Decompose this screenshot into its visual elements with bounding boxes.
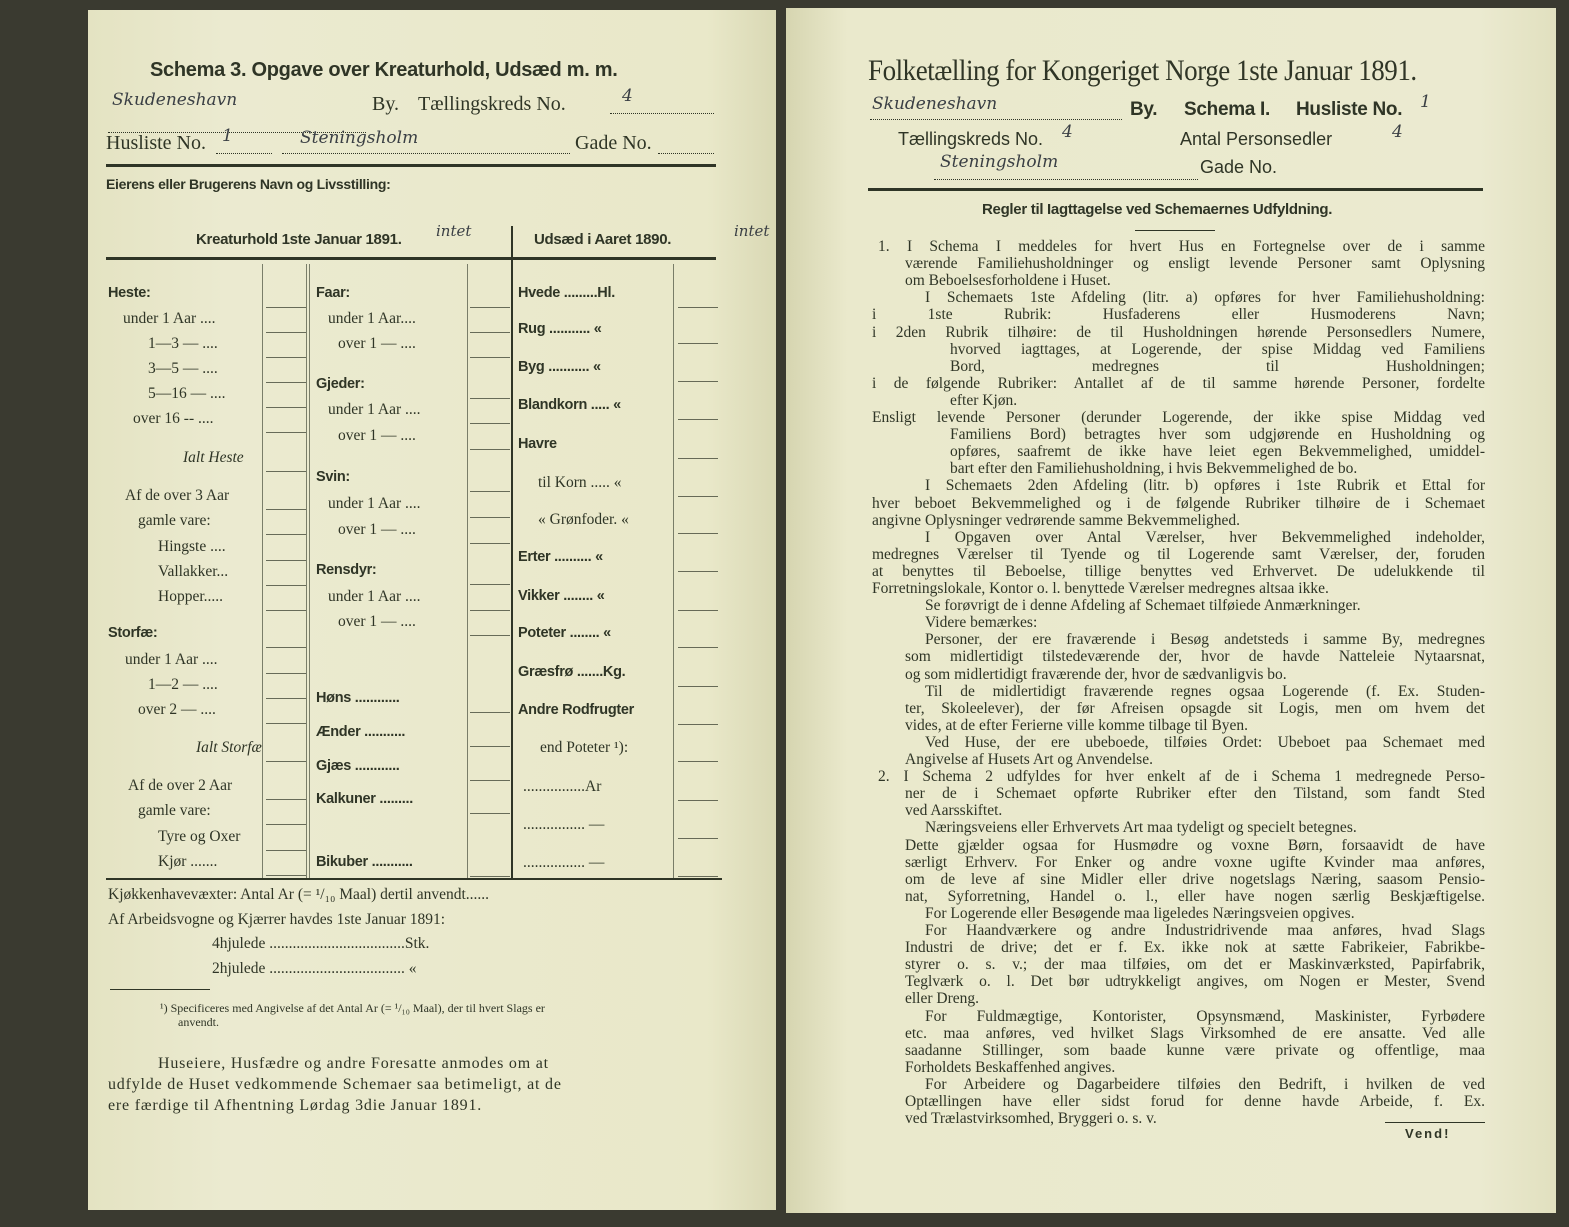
rule-text-line: For Logerende eller Besøgende maa ligeledes Næringsveien opgives. bbox=[925, 904, 1355, 922]
value-cell-line bbox=[678, 838, 718, 839]
street-handwritten: Steningsholm bbox=[940, 152, 1059, 172]
value-cell-line bbox=[678, 381, 718, 382]
udsaed-heading: Udsæd i Aaret 1890. bbox=[534, 231, 672, 248]
rule-text-line: værende Familiehusholdninger og ensligt levende Personer samt Oplysning bbox=[905, 255, 1485, 273]
rule-text-line: ner de i Schemaet opførte Rubriker efter den Tilstand, som fandt Sted bbox=[905, 785, 1485, 803]
row-label: Hopper..... bbox=[158, 588, 224, 605]
row-label: Vikker ........ « bbox=[518, 588, 605, 604]
row-label: Tyre og Oxer bbox=[158, 828, 241, 845]
value-cell-line bbox=[266, 673, 306, 674]
row-label: Hvede .........Hl. bbox=[518, 285, 615, 301]
owner-label: Eierens eller Brugerens Navn og Livsstilling: bbox=[106, 176, 391, 192]
rule-text-line: at benyttes til Beboelse, tillige benyttes ved Erhvervet. De udelukkende til bbox=[872, 562, 1485, 580]
value-cell-line bbox=[678, 761, 718, 762]
row-label: under 1 Aar .... bbox=[328, 495, 421, 512]
value-cell-line bbox=[266, 534, 306, 535]
kreds-label: Tællingskreds No. bbox=[898, 129, 1044, 149]
row-label: 1—3 — .... bbox=[148, 335, 218, 352]
value-cell-line bbox=[266, 432, 306, 433]
value-cell-line bbox=[470, 813, 510, 814]
kreatur-heading: Kreaturhold 1ste Januar 1891. bbox=[196, 231, 402, 248]
value-cell-line bbox=[470, 746, 510, 747]
row-label: under 1 Aar.... bbox=[328, 310, 416, 327]
row-label: Ialt Heste bbox=[183, 449, 244, 466]
rule-text-line: hvorved iagttages, at Logerende, der spise Middag ved Familiens bbox=[950, 340, 1485, 358]
value-cell-line bbox=[266, 307, 306, 308]
udsaed-handwritten: intet bbox=[734, 222, 770, 240]
rule-text-line: i 1ste Rubrik: Husfaderens eller Husmoderens Navn; bbox=[872, 306, 1485, 324]
row-label: Svin: bbox=[316, 469, 350, 485]
value-cell-line bbox=[266, 471, 306, 472]
value-cell-line bbox=[266, 560, 306, 561]
row-label: Kjør ....... bbox=[158, 853, 218, 870]
row-label: Heste: bbox=[108, 285, 151, 301]
row-label: Ialt Storfæ bbox=[196, 739, 262, 756]
row-label: Gjæs ............ bbox=[316, 758, 400, 774]
column-line bbox=[673, 264, 674, 878]
value-cell-line bbox=[678, 496, 718, 497]
table-bottom-rule bbox=[106, 878, 722, 880]
value-cell-line bbox=[470, 543, 510, 544]
rule-text-line: og som midlertidigt fraværende der, hvor de sædvanligvis bo. bbox=[905, 665, 1287, 683]
value-cell-line bbox=[470, 357, 510, 358]
row-label: 3—5 — .... bbox=[148, 360, 218, 377]
gade-field bbox=[658, 152, 714, 154]
value-cell-line bbox=[266, 332, 306, 333]
value-cell-line bbox=[470, 449, 510, 450]
rule-text-line: i de følgende Rubriker: Antallet af de til samme hørende Personer, fordelte bbox=[872, 374, 1485, 392]
value-cell-line bbox=[470, 332, 510, 333]
street-field bbox=[282, 152, 570, 154]
rule-text-line: efter Kjøn. bbox=[950, 391, 1018, 409]
table-header-rule bbox=[106, 257, 716, 260]
kreds-label: Tællingskreds No. bbox=[418, 93, 566, 115]
notice-line: udfylde de Huset vedkommende Schemaer saa betimeligt, at de bbox=[108, 1076, 562, 1093]
value-cell-line bbox=[678, 343, 718, 344]
value-cell-line bbox=[470, 584, 510, 585]
row-label: til Korn ..... « bbox=[538, 474, 622, 491]
rule-text-line: Ensligt levende Personer (derunder Logerende, der ikke spise Middag ved bbox=[872, 409, 1485, 426]
rule-text-line: hver beboet Bekvemmelighed og i de følgende Rubriker tilhøire de i Schemaet bbox=[872, 494, 1485, 512]
fourwheel-line: 4hjulede ...................................Stk. bbox=[212, 935, 430, 952]
rule-text-line: Forretningslokale, Kontor o. l. benyttede Værelser medregnes altsaa ikke. bbox=[872, 580, 1329, 597]
row-label: under 1 Aar .... bbox=[123, 310, 216, 327]
row-label: Af de over 2 Aar bbox=[128, 777, 233, 794]
by-handwritten: Skudeneshavn bbox=[112, 90, 238, 110]
kjokkenhave-line: Kjøkkenhavevæxter: Antal Ar (= ¹/₁₀ Maal) dertil anvendt...... bbox=[108, 886, 490, 903]
rule-text-line: i 2den Rubrik tilhøire: de til Husholdningen hørende Personsedlers Numere, bbox=[872, 323, 1485, 341]
rule-text-line: Personer, der ere fraværende i Besøg andetsteds i samme By, medregnes bbox=[925, 631, 1485, 649]
value-cell-line bbox=[266, 824, 306, 825]
rule-text-line: Se forøvrigt de i denne Afdeling af Schemaet tilføiede Anmærkninger. bbox=[925, 597, 1361, 615]
row-label: Græsfrø .......Kg. bbox=[518, 664, 626, 680]
value-cell-line bbox=[678, 533, 718, 534]
value-cell-line bbox=[266, 647, 306, 648]
rule-text-line: ter, Skoleelever), der før Afreisen opsagde sit Logis, men om hvem det bbox=[905, 699, 1485, 717]
husliste-field bbox=[216, 152, 272, 154]
value-cell-line bbox=[678, 724, 718, 725]
rule-text-line: Videre bemærkes: bbox=[925, 614, 1038, 632]
by-handwritten: Skudeneshavn bbox=[872, 94, 998, 114]
row-label: under 1 Aar .... bbox=[125, 651, 218, 668]
row-label: gamle vare: bbox=[138, 802, 211, 819]
rule-text-line: eller Dreng. bbox=[905, 990, 980, 1008]
rule-text-line: For Arbeidere og Dagarbeidere tilføies den Bedrift, i hvilken de ved bbox=[925, 1075, 1485, 1093]
row-label: over 1 — .... bbox=[338, 335, 416, 352]
row-label: Blandkorn ..... « bbox=[518, 397, 621, 413]
rule-text-line: opføres, saafremt de ikke have leiet egen Bekvemmelighed, umiddel- bbox=[950, 443, 1485, 461]
row-label: ................ — bbox=[523, 854, 605, 871]
rule-text-line: ved Trælastvirksomhed, Bryggeri o. s. v. bbox=[905, 1110, 1157, 1128]
column-line bbox=[467, 264, 468, 878]
row-label: Ænder ........... bbox=[316, 724, 406, 740]
row-label: Af de over 3 Aar bbox=[125, 487, 230, 504]
row-label: over 1 — .... bbox=[338, 613, 416, 630]
vend-rule bbox=[1385, 1122, 1485, 1123]
rule-text-line: nat, Syforretning, Handel o. l., eller have nogen særlig Beskjæftigelse. bbox=[905, 887, 1485, 905]
rule-text-line: etc. maa anføres, ved hvilket Slags Virksomhed de ere ansatte. Ved alle bbox=[905, 1024, 1485, 1042]
vend-label: Vend! bbox=[1405, 1126, 1451, 1141]
rule-text-line: 2. I Schema 2 udfyldes for hver enkelt af de i Schema 1 medregnede Perso- bbox=[878, 768, 1485, 786]
value-cell-line bbox=[266, 407, 306, 408]
value-cell-line bbox=[470, 517, 510, 518]
form-title: Schema 3. Opgave over Kreaturhold, Udsæd m. m. bbox=[150, 59, 618, 81]
husliste-label: Husliste No. bbox=[1296, 99, 1403, 120]
husliste-handwritten: 1 bbox=[222, 126, 233, 146]
rule-text-line: som midlertidigt tilstedeværende der, hvor de havde Natteleie Nytaarsnat, bbox=[905, 648, 1485, 666]
twowheel-line: 2hjulede ................................... « bbox=[212, 960, 417, 977]
row-label: Andre Rodfrugter bbox=[518, 702, 635, 718]
rule-text-line: Næringsveiens eller Erhvervets Art maa tydeligt og specielt betegnes. bbox=[925, 819, 1357, 837]
row-label: Erter .......... « bbox=[518, 549, 603, 565]
value-cell-line bbox=[266, 799, 306, 800]
row-label: ................Ar bbox=[523, 778, 602, 795]
value-cell-line bbox=[470, 610, 510, 611]
value-cell-line bbox=[470, 307, 510, 308]
rule-text-line: For Fuldmægtige, Kontorister, Opsynsmænd, Maskinister, Fyrbødere bbox=[925, 1007, 1485, 1025]
row-label: Kalkuner ......... bbox=[316, 791, 413, 807]
row-label: ................ — bbox=[523, 816, 605, 833]
rule-text-line: I Schemaets 1ste Afdeling (litr. a) opføres for hver Familiehusholdning: bbox=[925, 289, 1485, 307]
value-cell-line bbox=[678, 458, 718, 459]
value-cell-line bbox=[678, 571, 718, 572]
divider bbox=[868, 188, 1483, 191]
rule-text-line: Forholdets Beskaffenhed angives. bbox=[905, 1058, 1116, 1076]
value-cell-line bbox=[678, 800, 718, 801]
rule-text-line: medregnes Værelser til Tyende og til Logerende samt Værelser, der, foruden bbox=[872, 545, 1485, 563]
street-handwritten: Steningsholm bbox=[300, 128, 419, 148]
rule-text-line: bart efter den Familiehusholdning, i hvis Bekvemmelighed de bo. bbox=[950, 460, 1358, 478]
row-label: over 16 -- .... bbox=[133, 410, 214, 427]
value-cell-line bbox=[678, 307, 718, 308]
rule-text-line: For Haandværkere og andre Industridrivende maa anføres, hvad Slags bbox=[925, 922, 1485, 939]
rule-text-line: særligt Erhverv. For Enker og andre voxne ugifte Kvinder maa anføres, bbox=[905, 853, 1485, 871]
value-cell-line bbox=[266, 382, 306, 383]
row-label: « Grønfoder. « bbox=[538, 511, 629, 528]
arbeidsvogne-line: Af Arbeidsvogne og Kjærrer havdes 1ste Januar 1891: bbox=[108, 911, 446, 928]
value-cell-line bbox=[266, 723, 306, 724]
value-cell-line bbox=[470, 423, 510, 424]
rule-text-line: om de leve af sine Midler eller drive nogetslags Næring, saasom Pensio- bbox=[905, 870, 1485, 888]
kreds-handwritten: 4 bbox=[1062, 122, 1073, 142]
value-cell-line bbox=[266, 875, 306, 876]
row-label: under 1 Aar .... bbox=[328, 588, 421, 605]
value-cell-line bbox=[470, 712, 510, 713]
row-label: Høns ............ bbox=[316, 690, 400, 706]
row-label: gamle vare: bbox=[138, 512, 211, 529]
rule-text-line: angivne Oplysninger vedrørende samme Bekvemmelighed. bbox=[872, 511, 1241, 529]
short-rule bbox=[1135, 230, 1215, 231]
value-cell-line bbox=[470, 491, 510, 492]
by-label: By. bbox=[1130, 99, 1158, 120]
rule-text-line: Ved Huse, der ere ubeboede, tilføies Ordet: Ubeboet paa Schemaet med bbox=[925, 733, 1485, 751]
value-cell-line bbox=[678, 419, 718, 420]
row-label: Faar: bbox=[316, 285, 350, 301]
divider bbox=[106, 164, 716, 167]
row-label: Poteter ........ « bbox=[518, 625, 611, 641]
value-cell-line bbox=[678, 647, 718, 648]
rule-text-line: Dette gjælder ogsaa for Husmødre og voxne Børn, forsaavidt de have bbox=[905, 836, 1485, 854]
personsedler-label: Antal Personsedler bbox=[1180, 129, 1333, 149]
rules-heading: Regler til Iagttagelse ved Schemaernes Udfyldning. bbox=[982, 201, 1333, 218]
value-cell-line bbox=[266, 509, 306, 510]
rule-text-line: saadanne Stillinger, som baade kunne være private og offentlige, maa bbox=[905, 1041, 1485, 1059]
value-cell-line bbox=[470, 876, 510, 877]
column-line bbox=[262, 264, 263, 878]
value-cell-line bbox=[470, 398, 510, 399]
value-cell-line bbox=[678, 686, 718, 687]
row-label: Havre bbox=[518, 436, 557, 452]
kreds-handwritten: 4 bbox=[622, 86, 633, 106]
husliste-label: Husliste No. bbox=[106, 132, 206, 154]
row-label: 1—2 — .... bbox=[148, 676, 218, 693]
rule-text-line: Familiens Bord) betragtes hver som udgjørende en Husholdning og bbox=[950, 426, 1485, 444]
notice-line: ere færdige til Afhentning Lørdag 3die Januar 1891. bbox=[108, 1097, 483, 1114]
value-cell-line bbox=[266, 850, 306, 851]
row-label: under 1 Aar .... bbox=[328, 401, 421, 418]
row-label: 5—16 — .... bbox=[148, 385, 226, 402]
rule-text-line: om Beboelsesforholdene i Huset. bbox=[905, 272, 1111, 290]
footnote-2: anvendt. bbox=[178, 1015, 219, 1029]
rule-text-line: I Opgaven over Antal Værelser, hver Bekvemmelighed indeholder, bbox=[925, 528, 1485, 546]
rule-text-line: Teglværk o. l. Det bør udtrykkeligt angives, om Nogen er Mester, Svend bbox=[905, 973, 1485, 991]
footnote-1: ¹) Specificeres med Angivelse af det Antal Ar (= ¹/₁₀ Maal), der til hvert Slags er bbox=[160, 1001, 545, 1015]
column-line bbox=[309, 264, 310, 878]
gade-label: Gade No. bbox=[575, 132, 652, 154]
value-cell-line bbox=[266, 610, 306, 611]
rule-text-line: Angivelse af Husets Art og Anvendelse. bbox=[905, 751, 1153, 768]
row-label: Byg ........... « bbox=[518, 359, 601, 375]
rule-text-line: Optællingen have eller sidst forud for denne havde Arbeide, f. Ex. bbox=[905, 1093, 1485, 1110]
row-label: Gjeder: bbox=[316, 376, 365, 392]
value-cell-line bbox=[678, 610, 718, 611]
rule-text-line: Industri de drive; det er f. Ex. ikke nok at sætte Fabrikeier, Fabrikbe- bbox=[905, 939, 1485, 957]
rule-text-line: Til de midlertidigt fraværende regnes ogsaa Logerende (f. Ex. Studen- bbox=[925, 682, 1485, 700]
row-label: Rug ........... « bbox=[518, 321, 602, 337]
street-field bbox=[934, 178, 1198, 180]
rule-text-line: I Schemaets 2den Afdeling (litr. b) opføres i 1ste Rubrik et Ettal for bbox=[925, 477, 1485, 495]
kreds-field bbox=[610, 112, 714, 114]
row-label: Bikuber ........... bbox=[316, 854, 413, 870]
row-label: over 2 — .... bbox=[138, 701, 216, 718]
husliste-handwritten: 1 bbox=[1420, 92, 1431, 112]
value-cell-line bbox=[470, 635, 510, 636]
schema-label: Schema I. bbox=[1184, 99, 1271, 120]
census-title: Folketælling for Kongeriget Norge 1ste Januar 1891. bbox=[868, 54, 1417, 87]
rule-text-line: vides, at de efter Ferierne ville komme tilbage til Byen. bbox=[905, 716, 1249, 734]
row-label: Hingste .... bbox=[158, 538, 226, 555]
value-cell-line bbox=[266, 357, 306, 358]
rule-text-line: ved Aarsskiftet. bbox=[905, 802, 1003, 820]
rule-text-line: styrer o. s. v.; der maa tilføies, om det er Maskinværksted, Papirfabrik, bbox=[905, 956, 1485, 974]
row-label: Storfæ: bbox=[108, 625, 158, 641]
footnote-rule bbox=[110, 989, 210, 990]
kreatur-handwritten: intet bbox=[436, 222, 472, 240]
rule-text-line: Bord, medregnes til Husholdningen; bbox=[950, 357, 1485, 375]
personsedler-handwritten: 4 bbox=[1392, 122, 1403, 142]
column-line bbox=[306, 264, 307, 878]
rule-text-line: 1. I Schema I meddeles for hvert Hus en Fortegnelse over de i samme bbox=[878, 238, 1485, 255]
value-cell-line bbox=[266, 698, 306, 699]
row-label: Rensdyr: bbox=[316, 562, 377, 578]
value-cell-line bbox=[678, 876, 718, 877]
by-label: By. bbox=[372, 93, 400, 115]
by-field bbox=[870, 118, 1122, 120]
column-divider bbox=[511, 226, 513, 878]
value-cell-line bbox=[266, 585, 306, 586]
row-label: Vallakker... bbox=[158, 563, 229, 580]
gade-label: Gade No. bbox=[1200, 157, 1278, 177]
row-label: end Poteter ¹): bbox=[540, 739, 629, 756]
row-label: over 1 — .... bbox=[338, 521, 416, 538]
notice-line: Huseiere, Husfædre og andre Foresatte anmodes om at bbox=[158, 1055, 549, 1072]
value-cell-line bbox=[266, 761, 306, 762]
value-cell-line bbox=[470, 780, 510, 781]
row-label: over 1 — .... bbox=[338, 427, 416, 444]
